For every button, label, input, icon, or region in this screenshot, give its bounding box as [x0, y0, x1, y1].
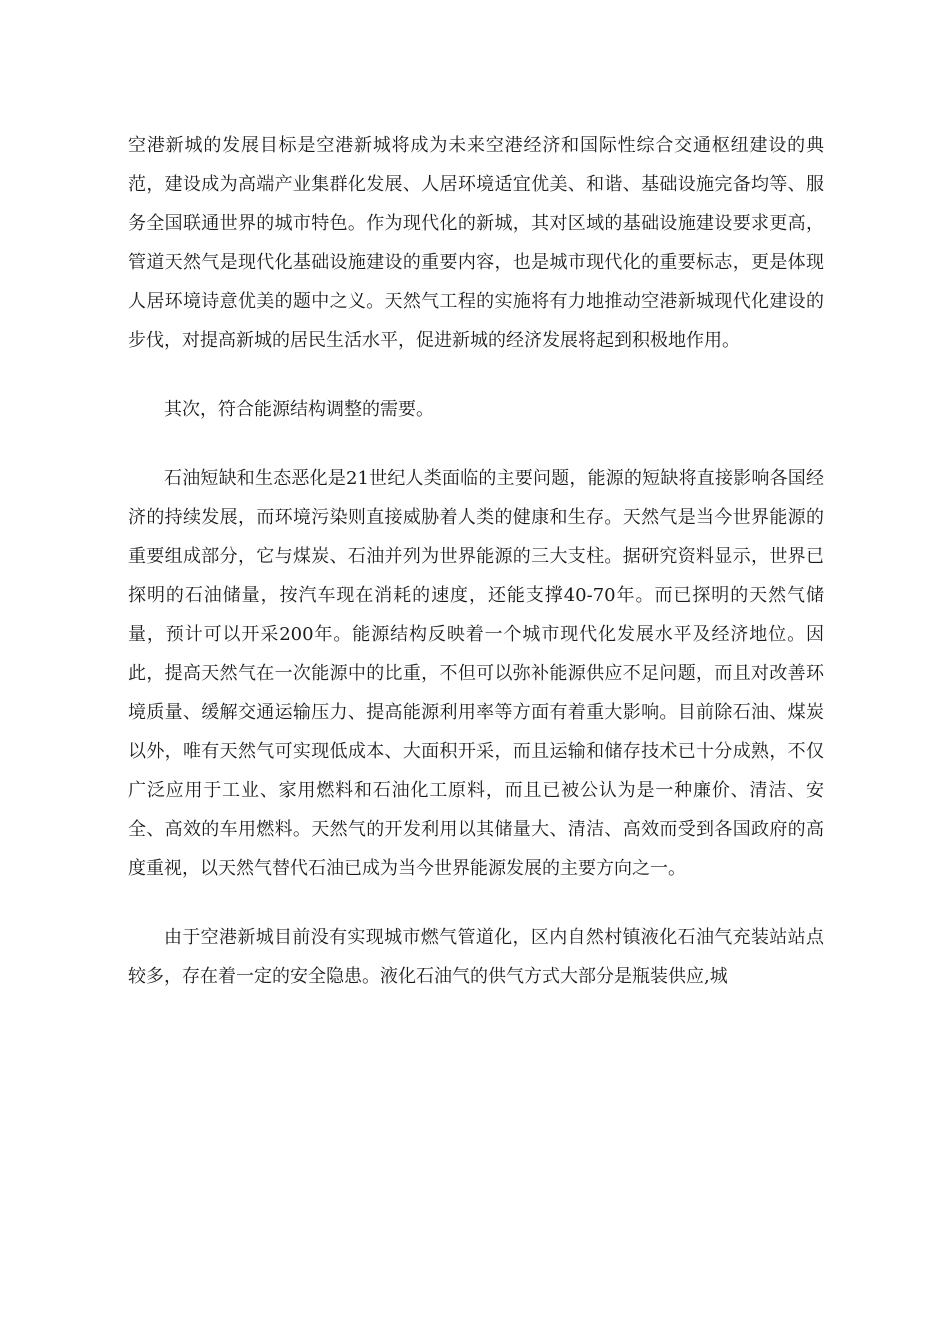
- paragraph-gas-pipeline: 由于空港新城目前没有实现城市燃气管道化，区内自然村镇液化石油气充装站站点较多，存在着一定的安全隐患。液化石油气的供气方式大部分是瓶装供应,城: [128, 927, 824, 987]
- document-body: [128, 126, 824, 1026]
- paragraph-oil-shortage: 石油短缺和生态恶化是21世纪人类面临的主要问题，能源的短缺将直接影响各国经济的持续发展，而环境污染则直接威胁着人类的健康和生存。天然气是当今世界能源的重要组成部分，它与煤炭、石油并列为世界能源的三大支柱。据研究资料显示，世界已探明的石油储量，按汽车现在消耗的速度，还能支撑40-70年。而已探明的天然气储量，预计可以开采200年。能源结构反映着一个城市现代化发展水平及经济地位。因此，提高天然气在一次能源中的比重，不但可以弥补能源供应不足问题，而且对改善环境质量、缓解交通运输压力、提高能源利用率等方面有着重大影响。目前除石油、煤炭以外，唯有天然气可实现低成本、大面积开采，而且运输和储存技术已十分成熟，不仅广泛应用于工业、家用燃料和石油化工原料，而且已被公认为是一种廉价、清洁、安全、高效的车用燃料。天然气的开发利用以其储量大、清洁、高效而受到各国政府的高度重视，以天然气替代石油已成为当今世界能源发展的主要方向之一。: [128, 468, 824, 879]
- paragraph-energy-structure-heading: 其次，符合能源结构调整的需要。: [164, 399, 434, 420]
- paragraph-development-goal: 空港新城的发展目标是空港新城将成为未来空港经济和国际性综合交通枢纽建设的典范，建设成为高端产业集群化发展、人居环境适宜优美、和谐、基础设施完备均等、服务全国联通世界的城市特色。作为现代化的新城，其对区域的基础设施建设要求更高，管道天然气是现代化基础设施建设的重要内容，也是城市现代化的重要标志，更是体现人居环境诗意优美的题中之义。天然气工程的实施将有力地推动空港新城现代化建设的步伐，对提高新城的居民生活水平，促进新城的经济发展将起到积极地作用。: [128, 135, 824, 351]
